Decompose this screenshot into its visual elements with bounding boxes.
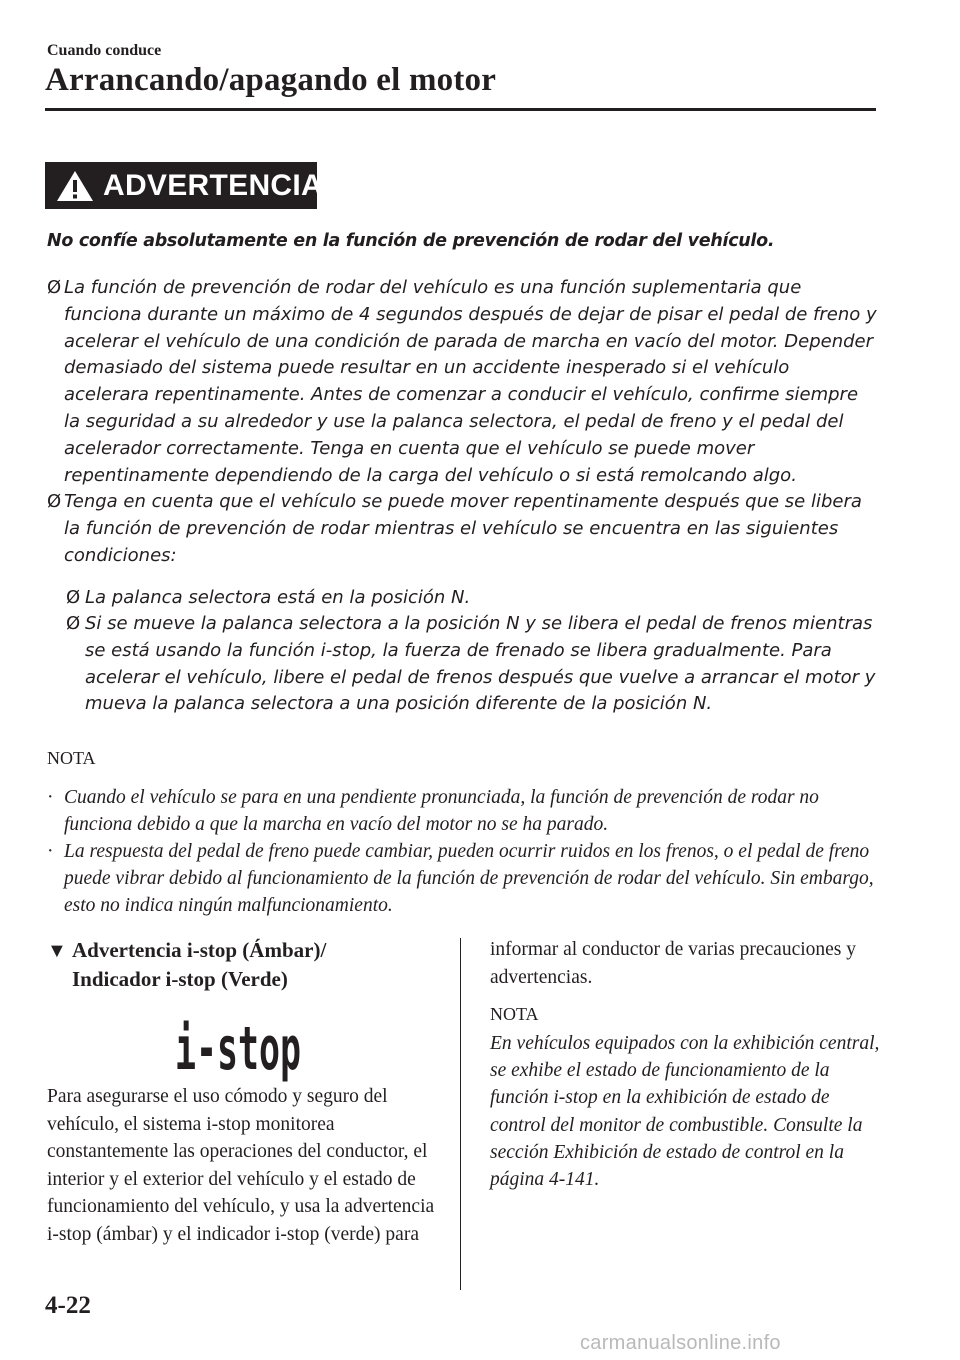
nota-item-text: Cuando el vehículo se para en una pendiente pronunciada, la función de prevención de rodar no funciona debido a que la marcha en vacío del motor no se ha parado. (64, 787, 819, 835)
section-title-line: Indicador i-stop (Verde) (72, 967, 288, 991)
warning-triangle-icon (55, 169, 95, 203)
arrow-bullet-icon: Ø (47, 491, 62, 512)
warning-banner (45, 162, 323, 209)
warning-sub-bullet (66, 585, 877, 612)
column-divider (460, 938, 461, 1290)
section-body-right: informar al conductor de varias precauciones y advertencias. (490, 939, 857, 988)
page-title: Arrancando/apagando el motor (45, 62, 497, 98)
warning-bullet (47, 275, 877, 489)
nota-item (47, 838, 877, 919)
header-section-label: Cuando conduce (47, 42, 162, 59)
arrow-bullet-icon: Ø (47, 277, 62, 298)
header-divider (45, 108, 876, 111)
section-title-line: Advertencia i-stop (Ámbar)/ (72, 938, 327, 962)
warning-sub-bullet-text: Si se mueve la palanca selectora a la posición N y se libera el pedal de frenos mientras se está usando la función i-stop, la fuerza de frenado se libera gradualmente. Para acelerar el vehículo, libere el pedal de frenos después que vuelve a arrancar el motor y mueva la palanca selectora a una posición diferente de la posición N. (85, 613, 876, 715)
nota-item (47, 784, 877, 838)
section-nota-label: NOTA (490, 1004, 539, 1024)
arrow-bullet-icon: Ø (66, 587, 81, 608)
warning-sub-bullet-text: La palanca selectora está en la posición N. (85, 587, 471, 608)
istop-logo (173, 1005, 303, 1084)
warning-sub-bullet (66, 611, 877, 718)
dot-bullet-icon: · (47, 787, 54, 808)
section-triangle-icon: ▼ (47, 940, 67, 962)
nota-item-text: La respuesta del pedal de freno puede cambiar, pueden ocurrir ruidos en los frenos, o el pedal de freno puede vibrar debido al funcionamiento de la función de prevención de rodar del vehículo. Sin embargo, esto no indica ningún malfuncionamiento. (64, 841, 874, 916)
section-nota-text: En vehículos equipados con la exhibición central, se exhibe el estado de funcionamiento de la función i-stop en la exhibición de estado de control del monitor de combustible. Consulte la sección Exhibición de estado de control en la página 4-141. (490, 1033, 880, 1191)
dot-bullet-icon: · (47, 841, 54, 862)
section-title (72, 936, 452, 994)
warning-bullet-text: Tenga en cuenta que el vehículo se puede mover repentinamente después que se libera la función de prevención de rodar mientras el vehículo se encuentra en las siguientes condiciones: (64, 491, 862, 566)
section-body-left: Para asegurarse el uso cómodo y seguro del vehículo, el sistema i-stop monitorea constantemente las operaciones del conductor, el interior y el exterior del vehículo y el estado de funcionamiento del vehículo, y usa la advertencia i-stop (ámbar) y el indicador i-stop (verde) para (47, 1086, 435, 1245)
watermark: carmanualsonline.info (580, 1332, 781, 1354)
arrow-bullet-icon: Ø (66, 613, 81, 634)
warning-title: ADVERTENCIA (103, 168, 323, 202)
page-number: 4-22 (45, 1292, 91, 1319)
warning-bullet-text: La función de prevención de rodar del vehículo es una función suplementaria que funciona durante un máximo de 4 segundos después de dejar de pisar el pedal de freno y acelerar el vehículo de una condición de parada de marcha en vacío del motor. Depender demasiado del sistema puede resultar en un accidente inesperado si el vehículo acelerara repentinamente. Antes de comenzar a conducir el vehículo, confirme siempre la seguridad a su alrededor y use la palanca selectora, el pedal de freno y el pedal del acelerador correctamente. Tenga en cuenta que el vehículo se puede mover repentinamente dependiendo de la carga del vehículo o si está remolcando algo. (64, 277, 877, 486)
warning-bullet (47, 489, 877, 569)
nota-label: NOTA (47, 748, 96, 768)
istop-logo-text: i-stop (175, 1014, 301, 1084)
warning-lead: No confíe absolutamente en la función de prevención de rodar del vehículo. (47, 231, 775, 251)
